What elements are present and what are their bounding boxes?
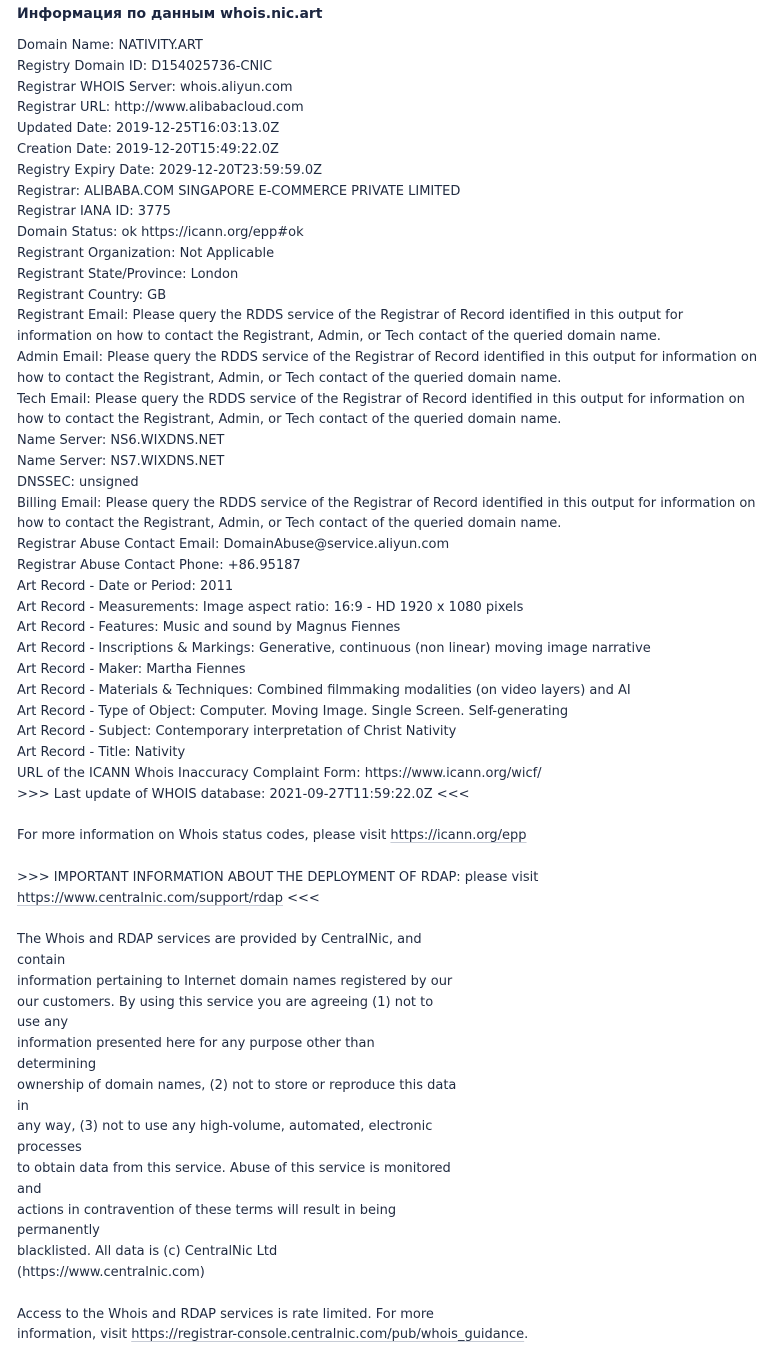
record-line: Art Record - Title: Nativity (17, 745, 186, 761)
record-line: Registrant Email: Please query the RDDS service of the Registrar of Record identified in this output for information on how to contact the Registrant, Admin, or Tech contact of the queried domain name. (17, 308, 684, 345)
terms-line: ownership of domain names, (2) not to store or reproduce this data in (17, 1077, 457, 1114)
rdap-link[interactable]: https://www.centralnic.com/support/rdap (17, 890, 283, 906)
whois-guidance-link[interactable]: https://registrar-console.centralnic.com/pub/whois_guidance (131, 1327, 525, 1343)
record-line: Registrant State/Province: London (17, 266, 239, 282)
spacer (17, 847, 761, 868)
page-title: Информация по данным whois.nic.art (17, 6, 323, 22)
record-line: Art Record - Measurements: Image aspect ratio: 16:9 - HD 1920 x 1080 pixels (17, 599, 524, 615)
rate-limit-prefix: information, visit (17, 1327, 132, 1343)
spacer (17, 1284, 761, 1305)
record-line: Registrar: ALIBABA.COM SINGAPORE E-COMMERCE PRIVATE LIMITED (17, 183, 461, 199)
record-line: Domain Status: ok https://icann.org/epp#ok (17, 225, 304, 241)
record-line: Name Server: NS6.WIXDNS.NET (17, 433, 225, 449)
rdap-info-link-line (17, 889, 761, 910)
terms-line: information pertaining to Internet domain names registered by our (17, 973, 453, 989)
record-line: Name Server: NS7.WIXDNS.NET (17, 453, 225, 469)
status-info-line (17, 826, 761, 847)
record-line: Art Record - Materials & Techniques: Combined filmmaking modalities (on video layers) and AI (17, 682, 631, 698)
spacer (17, 909, 761, 930)
icann-epp-link[interactable]: https://icann.org/epp (390, 828, 527, 844)
record-line: Art Record - Date or Period: 2011 (17, 578, 234, 594)
record-line: Domain Name: NATIVITY.ART (17, 38, 203, 53)
record-line: Tech Email: Please query the RDDS service of the Registrar of Record identified in this output for information on how to contact the Registrant, Admin, or Tech contact of the queried domain name. (17, 391, 745, 428)
record-line: Registry Expiry Date: 2029-12-20T23:59:59.0Z (17, 162, 323, 178)
record-line: Registrar WHOIS Server: whois.aliyun.com (17, 79, 293, 95)
record-line: Updated Date: 2019-12-25T16:03:13.0Z (17, 121, 280, 137)
record-line: Art Record - Features: Music and sound by Magnus Fiennes (17, 620, 401, 636)
terms-line: actions in contravention of these terms will result in being permanently (17, 1202, 397, 1239)
record-lines (17, 36, 761, 805)
rate-limit-link-line (17, 1325, 761, 1346)
record-line: Admin Email: Please query the RDDS service of the Registrar of Record identified in this output for information on how to contact the Registrant, Admin, or Tech contact of the queried domain name. (17, 349, 758, 386)
record-line: Registrant Organization: Not Applicable (17, 245, 275, 261)
record-line: Art Record - Subject: Contemporary interpretation of Christ Nativity (17, 724, 457, 740)
record-line: Creation Date: 2019-12-20T15:49:22.0Z (17, 141, 279, 157)
whois-record (17, 36, 773, 1346)
record-line: Registry Domain ID: D154025736-CNIC (17, 58, 273, 74)
record-line: Registrar Abuse Contact Phone: +86.95187 (17, 557, 301, 573)
record-line: >>> Last update of WHOIS database: 2021-09-27T11:59:22.0Z <<< (17, 786, 470, 802)
status-info-text: For more information on Whois status codes, please visit (17, 828, 391, 844)
terms-line: to obtain data from this service. Abuse of this service is monitored and (17, 1161, 451, 1197)
record-line: Art Record - Maker: Martha Fiennes (17, 661, 246, 677)
terms-line: The Whois and RDAP services are provided by CentralNic, and contain (17, 932, 422, 969)
terms-line: any way, (3) not to use any high-volume, automated, electronic processes (17, 1119, 433, 1156)
record-line: Art Record - Inscriptions & Markings: Generative, continuous (non linear) moving image narrative (17, 641, 651, 657)
terms-line: our customers. By using this service you are agreeing (1) not to use any (17, 994, 434, 1031)
record-line: Billing Email: Please query the RDDS service of the Registrar of Record identified in this output for information on how to contact the Registrant, Admin, or Tech contact of the queried domain name. (17, 495, 756, 532)
record-line: Registrant Country: GB (17, 287, 167, 303)
rate-limit-line: Access to the Whois and RDAP services is rate limited. For more (17, 1306, 434, 1322)
record-line: Registrar IANA ID: 3775 (17, 204, 171, 220)
record-line: URL of the ICANN Whois Inaccuracy Complaint Form: https://www.icann.org/wicf/ (17, 765, 542, 781)
terms-line: information presented here for any purpose other than determining (17, 1036, 375, 1073)
record-line: Registrar URL: http://www.alibabacloud.com (17, 100, 304, 116)
terms-line: blacklisted. All data is (c) CentralNic Ltd (https://www.centralnic.com) (17, 1244, 278, 1281)
rdap-suffix: <<< (283, 890, 320, 906)
record-line: Art Record - Type of Object: Computer. Moving Image. Single Screen. Self-generating (17, 703, 569, 719)
rate-limit-suffix: . (524, 1327, 529, 1343)
record-line: Registrar Abuse Contact Email: DomainAbuse@service.aliyun.com (17, 537, 450, 553)
terms-of-use (17, 930, 457, 1284)
record-line: DNSSEC: unsigned (17, 474, 139, 490)
spacer (17, 805, 761, 826)
rdap-info-heading: >>> IMPORTANT INFORMATION ABOUT THE DEPLOYMENT OF RDAP: please visit (17, 869, 539, 885)
